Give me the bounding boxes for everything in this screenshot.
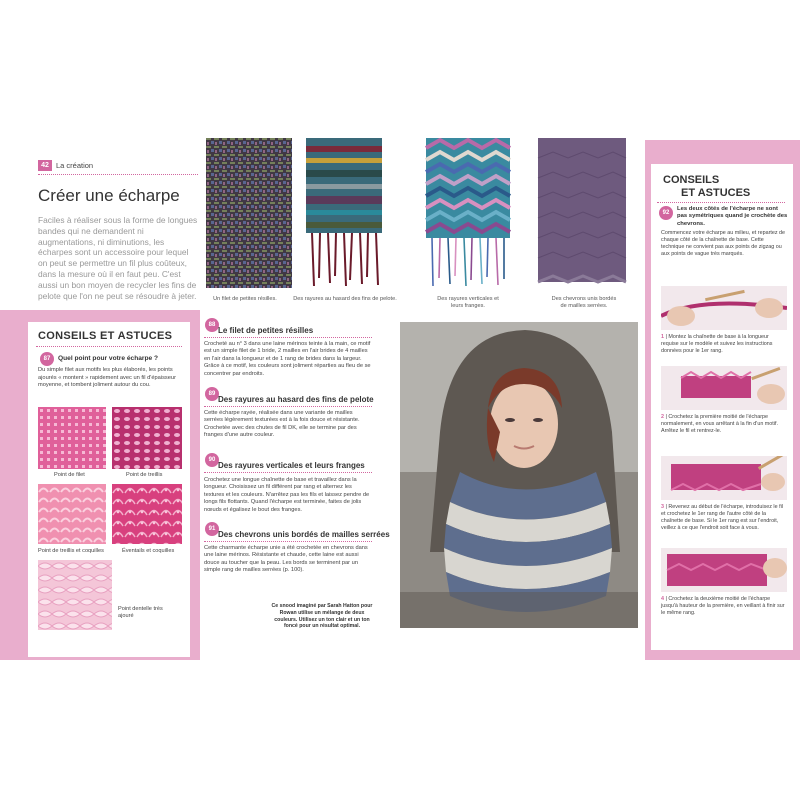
step-number: 2: [661, 414, 664, 420]
scarf-photo-stripes: [304, 138, 384, 288]
step-text: Crochetez la première moitié de l'écharpe normalement, en vous arrêtant à la fin d'un motif. Arrêtez le fil et rentrez-le.: [661, 414, 778, 434]
step-text-4: 4 | Crochetez la deuxième moitié de l'écharpe jusqu'à hauteur de la première, en veillant à finir sur le même rang.: [661, 596, 785, 616]
section-number-badge: 90: [205, 453, 219, 467]
page-number: 42: [38, 160, 52, 171]
section-title: Des chevrons unis bordés de mailles serrées: [218, 530, 390, 539]
step-number: 3: [661, 504, 664, 510]
swatch-caption-filet: Point de filet: [54, 472, 85, 478]
photo-credit: Ce snood imaginé par Sarah Hatton pour Rowan utilise un mélange de deux couleurs. Utilisez un ton clair et un ton foncé pour un résultat optimal.: [271, 603, 373, 630]
section-label: La création: [56, 161, 94, 170]
scarf-caption-filet: Un filet de petites résilles.: [213, 296, 277, 302]
scarf-caption-stripes: Des rayures au hasard des fins de pelote.: [293, 296, 397, 302]
step-photo-2: [661, 366, 787, 410]
section-rule: [204, 406, 372, 407]
step-photo-4: [661, 548, 787, 592]
step-number: 1: [661, 334, 664, 340]
step-photo-1: [661, 286, 787, 330]
swatch-caption-treillis-coquilles: Point de treillis et coquilles: [38, 548, 104, 554]
scarf-photo-chevron: [536, 138, 628, 288]
section-text: Cette charmante écharpe unie a été crochetée en chevrons dans une laine mérinos. Résistante et chaude, cette laine est aussi douce au toucher que la peau. Les bords se terminent par un simple rang de mailles serrées (p. 100).: [204, 545, 368, 574]
tip-question: Les deux côtés de l'écharpe ne sont pas symétriques quand je crochète des chevrons.: [677, 206, 788, 227]
swatch-point-de-treillis: [112, 407, 182, 469]
section-title: Des rayures verticales et leurs franges: [218, 461, 365, 470]
section-number-badge: 89: [205, 387, 219, 401]
tip-number-badge: 87: [40, 352, 54, 366]
swatch-caption-eventails: Éventails et coquilles: [122, 548, 175, 554]
section-text: Crochetez une longue chaînette de base et travaillez dans la longueur. Choisissez un fil différent par rang et alternez les textures et les couleurs. N'arrêtez pas les fils et laissez pendre de longs fils flottants. Quand l'écharpe est terminée, faites de jolis nœuds et égalisez le bout des franges.: [204, 477, 370, 513]
tip-number-badge: 92: [659, 206, 673, 220]
model-photo: [400, 322, 638, 628]
tip-text: Du simple filet aux motifs les plus élaborés, les points ajourés « montent » rapidement avec un fil d'épaisseur moyenne, et tombent joliment autour du cou.: [38, 367, 176, 389]
scarf-caption-vertical-stripes: Des rayures verticales et leurs franges.: [437, 296, 499, 309]
tip-text: Commencez votre écharpe au milieu, et repartez de chaque côté de la chaînette de base. Cette technique ne convient pas aux points de zigzag ou aux points de vague très marqués.: [661, 230, 786, 257]
section-rule: [204, 541, 372, 542]
scarf-photo-filet: [206, 138, 292, 288]
section-number-badge: 88: [205, 318, 219, 332]
tips-rule: [36, 346, 182, 347]
header-rule: [38, 174, 198, 175]
section-number-badge: 91: [205, 522, 219, 536]
section-text: Cette écharpe rayée, réalisée dans une variante de mailles serrées légèrement texturées est à la fois douce et résistante. Crochetée avec des chutes de fil DK, elle se termine par des franges d'une autre couleur.: [204, 410, 360, 439]
intro-text: Faciles à réaliser sous la forme de longues bandes qui ne demandent ni augmentations, ni diminutions, les écharpes sont un accessoire pour lequel on peut se permettre un fil plus coûteux, dans la mesure où il en faut peu. C'est aussi un bon moyen de recycler les fins de pelote que l'on ne peut se résoudre à jeter.: [38, 215, 198, 301]
section-rule: [204, 337, 372, 338]
page-title: Créer une écharpe: [38, 186, 180, 205]
section-title: Le filet de petites résilles: [218, 326, 314, 335]
tips-box-left: [28, 322, 190, 657]
swatch-caption-dentelle: Point dentelle très ajouré: [118, 606, 163, 619]
swatch-point-de-filet: [38, 407, 106, 469]
swatch-eventails-et-coquilles: [112, 484, 182, 544]
step-text-1: 1 | Montez la chaînette de base à la longueur requise sur le modèle et suivez les instructions données pour le 1er rang.: [661, 334, 773, 354]
tips-rule: [657, 202, 785, 203]
tips-box-right: [651, 164, 793, 650]
section-text: Crocheté au n° 3 dans une laine mérinos teinte à la main, ce motif est un simple filet de 1 bride, 2 mailles en l'air brides de 4 mailles en l'air dans la longueur et de 1 rang de brides dans la largeur. Grâce à ce motif, les couleurs sont joliment réparties au fleu de se concentrer par endroits.: [204, 341, 371, 377]
step-photo-3: [661, 456, 787, 500]
step-text: Crochetez la deuxième moitié de l'écharpe jusqu'à hauteur de la première, en veillant à finir sur le même rang.: [661, 596, 785, 616]
tips-title-line2: ET ASTUCES: [681, 187, 751, 199]
tips-title-line1: CONSEILS: [663, 174, 720, 186]
step-text: Montez la chaînette de base à la longueur requise sur le modèle et suivez les instructions données pour le 1er rang.: [661, 334, 773, 354]
swatch-point-de-treillis-et-coquilles: [38, 484, 106, 544]
step-number: 4: [661, 596, 664, 602]
swatch-point-dentelle-tres-ajoure: [38, 560, 112, 630]
tips-title: [659, 174, 787, 200]
tips-title: CONSEILS ET ASTUCES: [38, 330, 173, 342]
scarf-caption-chevron: Des chevrons unis bordés de mailles serrées.: [551, 296, 617, 309]
scarf-photo-vertical-stripes: [420, 138, 516, 288]
section-rule: [204, 472, 372, 473]
tip-question: Quel point pour votre écharpe ?: [58, 355, 159, 362]
step-text-3: 3 | Revenez au début de l'écharpe, introduisez le fil et crochetez le 1er rang de l'autre côté de la chaînette de base. Si le 1er rang est sur l'endroit, veillez à ce que l'endroit soit face à vous.: [661, 504, 784, 531]
section-title: Des rayures au hasard des fins de pelote: [218, 395, 374, 404]
swatch-caption-treillis: Point de treillis: [126, 472, 163, 478]
step-text-2: 2 | Crochetez la première moitié de l'écharpe normalement, en vous arrêtant à la fin d'un motif. Arrêtez le fil et rentrez-le.: [661, 414, 778, 434]
step-text: Revenez au début de l'écharpe, introduisez le fil et crochetez le 1er rang de l'autre côté de la chaînette de base. Si le 1er rang est sur l'endroit, veillez à ce que l'endroit soit face à vous.: [661, 504, 784, 531]
